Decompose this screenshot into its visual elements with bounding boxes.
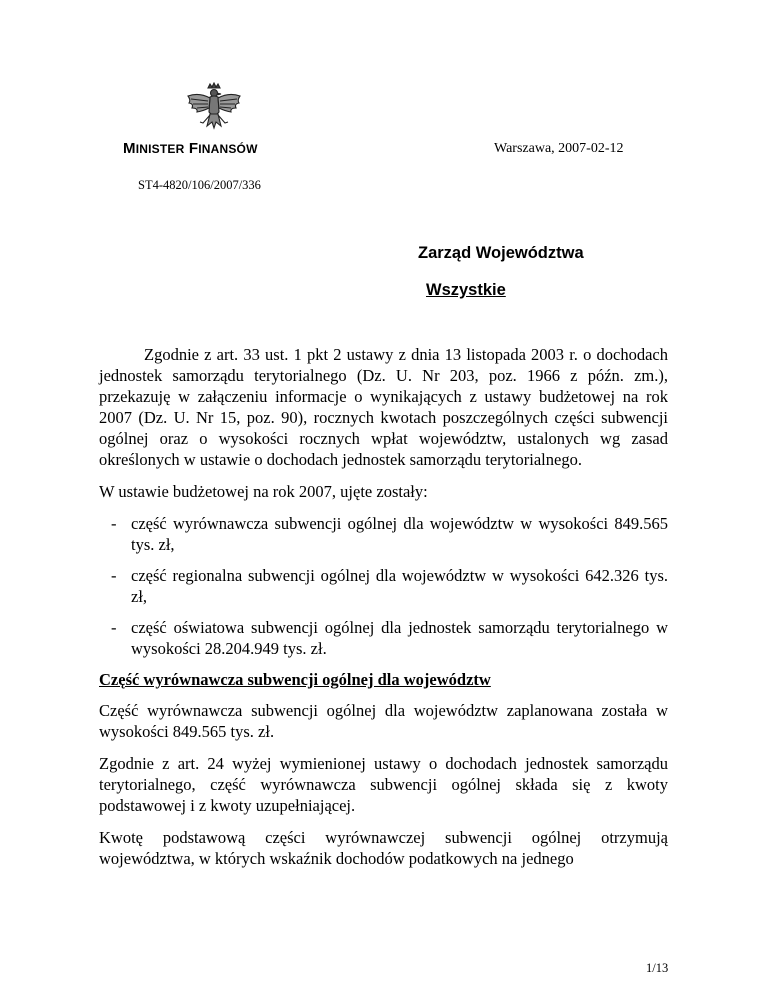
document-date: Warszawa, 2007-02-12 [494, 141, 624, 156]
polish-eagle-emblem-icon [183, 82, 245, 144]
list-item [99, 513, 668, 555]
list-item-text: część regionalna subwencji ogólnej dla województw w wysokości 642.326 tys. zł, [131, 566, 668, 606]
list-item [99, 617, 668, 659]
minister-second-initial: F [188, 140, 199, 157]
addressee-line-2: Wszystkie [426, 281, 506, 299]
minister-first-initial: M [123, 140, 136, 157]
bullet-dash: - [111, 566, 117, 585]
paragraph-3: Kwotę podstawową części wyrównawczej subwencji ogólnej otrzymują województwa, w których wskaźnik dochodów podatkowych na jednego [99, 828, 668, 868]
budget-lead-paragraph: W ustawie budżetowej na rok 2007, ujęte zostały: [99, 482, 428, 501]
list-item-text: część oświatowa subwencji ogólnej dla jednostek samorządu terytorialnego w wysokości 28.204.949 tys. zł. [131, 618, 668, 658]
intro-paragraph: Zgodnie z art. 33 ust. 1 pkt 2 ustawy z dnia 13 listopada 2003 r. o dochodach jednostek samorządu terytorialnego (Dz. U. Nr 203, poz. 1966 z późn. zm.), przekazuję w załączeniu informacje o wynikających z ustawy budżetowej na rok 2007 (Dz. U. Nr 15, poz. 90), rocznych kwotach poszczególnych części subwencji ogólnej oraz o wysokości rocznych wpłat województw, ustalonych wg zasad określonych w ustawie o dochodach jednostek samorządu terytorialnego. [99, 345, 668, 469]
page-number: 1/13 [646, 961, 669, 975]
reference-number: ST4-4820/106/2007/336 [138, 178, 261, 192]
list-item [99, 565, 668, 607]
bullet-dash: - [111, 514, 117, 533]
addressee-line-1: Zarząd Województwa [418, 244, 584, 262]
paragraph-1: Część wyrównawcza subwencji ogólnej dla województw zaplanowana została w wysokości 849.565 tys. zł. [99, 701, 668, 741]
minister-title [123, 140, 258, 157]
budget-items-list [99, 513, 668, 659]
section-heading: Część wyrównawcza subwencji ogólnej dla województw [99, 670, 491, 689]
list-item-text: część wyrównawcza subwencji ogólnej dla województw w wysokości 849.565 tys. zł, [131, 514, 668, 554]
paragraph-2: Zgodnie z art. 24 wyżej wymienionej ustawy o dochodach jednostek samorządu terytorialnego, część wyrównawcza subwencji ogólnej składa się z kwoty podstawowej i z kwoty uzupełniającej. [99, 754, 668, 815]
minister-first-rest: INISTER [135, 142, 185, 156]
minister-second-rest: INANSÓW [198, 142, 258, 156]
letter-body [99, 344, 668, 880]
bullet-dash: - [111, 618, 117, 637]
